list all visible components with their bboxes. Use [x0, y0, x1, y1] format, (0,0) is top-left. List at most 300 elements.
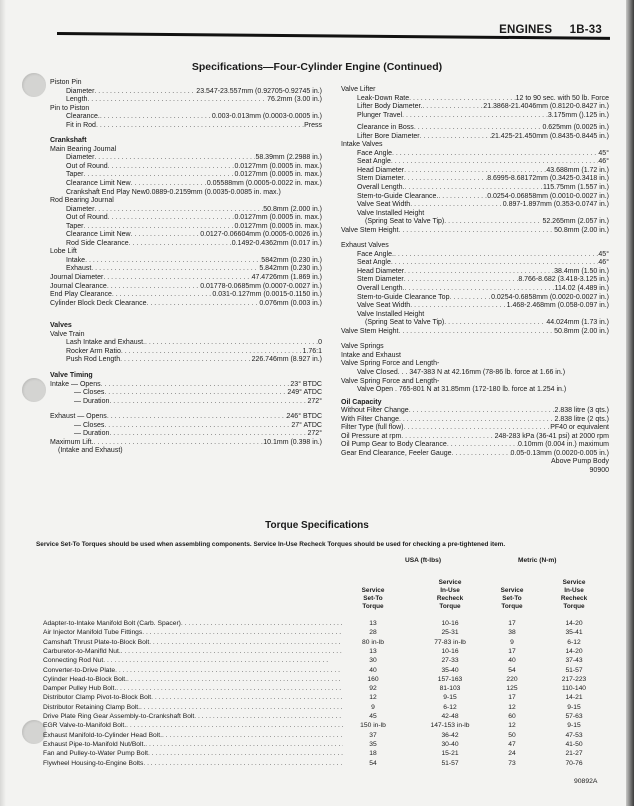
usa-recheck-value: 81-103: [439, 685, 461, 693]
spec-label: Overall Length.: [357, 184, 405, 192]
spec-row: [341, 133, 609, 142]
usa-set-to-value: 80 in-lb: [362, 638, 384, 646]
spec-label: Seat Angle: [357, 259, 391, 267]
spec-row: [50, 146, 322, 155]
spec-label: Valve Seat Width: [357, 302, 411, 310]
spec-label: Pin to Piston: [50, 104, 90, 112]
usa-recheck-value: 15-21: [441, 750, 459, 758]
spec-row: [50, 331, 322, 340]
usa-recheck-value: 36-42: [441, 731, 459, 739]
spec-value: 0.05588mm (0.0005-0.0022 in. max.): [206, 180, 322, 188]
metric-recheck-value: 14-21: [565, 694, 583, 702]
spec-value: 0.0127mm (0.0005 in. max.): [234, 171, 322, 179]
spec-label: End Play Clearance: [50, 291, 112, 299]
metric-set-to-value: 12: [508, 722, 516, 730]
spec-value: 43.688mm (1.72 in.): [546, 166, 609, 174]
spec-row: [50, 372, 322, 381]
metric-set-to-value: 54: [508, 666, 516, 674]
metric-set-to-value: 220: [506, 675, 518, 683]
spacer: [50, 130, 322, 137]
spec-row: [341, 218, 609, 227]
torque-item: [43, 704, 343, 711]
spec-label: Journal Diameter: [50, 274, 104, 282]
torque-row: [43, 704, 603, 713]
leader-dots: [444, 319, 546, 328]
torque-item: [43, 722, 343, 729]
spec-row: [341, 210, 609, 219]
header-line: Set-To: [363, 595, 383, 602]
torque-item-name: Exhaust Pipe-to-Manifold Nut/Bolt.: [43, 740, 146, 748]
spec-row: [341, 311, 609, 320]
spec-row: [50, 113, 322, 122]
leader-dots: [87, 96, 267, 105]
leader-dots: [131, 180, 207, 189]
spec-label: Lash Intake and Exhaust.: [66, 339, 145, 347]
leader-dots: [127, 676, 343, 683]
spec-label: — Closes: [74, 389, 105, 397]
spec-value: 8.766-8.682 (3.418-3.125 in.): [518, 276, 609, 284]
spec-label: Head Diameter: [357, 166, 405, 174]
spec-row: [341, 193, 609, 202]
spec-label: Rocker Arm Ratio: [66, 347, 121, 355]
spec-value: 0.1492-0.4362mm (0.017 in.): [231, 239, 322, 247]
spec-row: [341, 242, 609, 251]
torque-item: [43, 620, 343, 627]
spacer: [341, 336, 609, 343]
spec-label: Length: [66, 96, 88, 104]
spec-label: Oil Pressure at rpm: [341, 432, 402, 440]
spec-row: [341, 184, 609, 193]
leader-dots: [142, 629, 343, 636]
metric-recheck-value: 14-20: [565, 647, 583, 655]
spec-label: Valve Lifter: [341, 86, 376, 93]
leader-dots: [420, 133, 491, 142]
metric-recheck-value: 57-63: [565, 713, 583, 720]
leader-dots: [404, 175, 488, 184]
leader-dots: [120, 356, 251, 365]
spec-label: Crankshaft: [50, 137, 87, 145]
metric-recheck-value: 35-41: [565, 629, 583, 637]
leader-dots: [101, 381, 291, 390]
spec-row: [50, 274, 322, 283]
metric-set-to-value: 73: [508, 759, 516, 767]
spec-label: Seat Angle: [357, 158, 391, 166]
usa-recheck-value: 10-16: [441, 647, 459, 655]
spec-row: [50, 137, 322, 146]
page-edge-left: [0, 0, 6, 806]
torque-item: [43, 750, 343, 757]
torque-item: [43, 667, 343, 674]
spec-row: [341, 285, 609, 294]
header-line: Torque: [501, 603, 523, 610]
metric-set-to-value: 17: [508, 620, 516, 627]
spec-row: [50, 240, 322, 249]
torque-row: [43, 639, 603, 648]
torque-row: [43, 667, 603, 676]
usa-set-to-value: 150 in-lb: [360, 722, 386, 730]
spec-label: Rod Bearing Journal: [50, 197, 114, 205]
spec-label: Diameter: [66, 154, 95, 162]
spec-row: [50, 322, 322, 331]
spec-value: 8.6995-8.68172mm (0.3425-0.3418 in.): [487, 175, 609, 183]
spec-value: 45°: [598, 250, 609, 258]
spec-value: 1.468-2.468mm (0.058-0.097 in.): [506, 302, 609, 310]
leader-dots: [447, 441, 518, 450]
leader-dots: [398, 227, 554, 236]
leader-dots: [112, 291, 213, 300]
leader-dots: [402, 112, 548, 121]
spec-value: 0.076mm (0.003 in.): [259, 299, 322, 307]
spec-value: 50.8mm (2.00 in.): [554, 226, 609, 234]
leader-dots: [94, 206, 263, 215]
leader-dots: [94, 88, 196, 97]
usa-recheck-value: 35-40: [441, 666, 459, 674]
spec-label: Fit in Rod: [66, 121, 96, 129]
spec-row: [341, 343, 609, 352]
spec-label: Rod Side Clearance: [66, 239, 129, 247]
spec-row: [50, 257, 322, 266]
spec-value: 5.842mm (0.230 in.): [259, 265, 322, 273]
usa-recheck-value: 42-48: [441, 713, 459, 720]
usa-set-to-header: [343, 587, 403, 611]
torque-item: [43, 676, 343, 683]
spec-value: 38.4mm (1.50 in.): [554, 267, 609, 275]
spec-row: [341, 407, 609, 416]
spec-row: [341, 386, 609, 395]
usa-recheck-value: 147-153 in-lb: [430, 722, 470, 730]
leader-dots: [404, 167, 546, 176]
spec-row: [50, 197, 322, 206]
spec-label: Valve Train: [50, 330, 85, 338]
usa-recheck-value: 51-57: [441, 759, 459, 767]
spec-row: [341, 294, 609, 303]
spec-value: 0.0127-0.06604mm (0.0005-0.0026 in.): [200, 231, 322, 239]
torque-item: [43, 629, 343, 636]
usa-set-to-value: 13: [369, 620, 377, 627]
spec-value: 226.746mm (8.927 in.): [251, 356, 322, 364]
leader-dots: [115, 667, 343, 674]
leader-dots: [143, 760, 343, 767]
torque-note: Service Set-To Torques should be used when assembling components. Service In-Use Recheck Torques should be used for checking a pre-tightened item.: [36, 541, 506, 548]
spec-row: [341, 369, 609, 378]
spec-row: [50, 122, 322, 131]
spec-row: [341, 399, 609, 408]
metric-units-header: Metric (N-m): [518, 557, 557, 564]
torque-item-name: Flywheel Housing-to-Engine Bolts: [43, 759, 144, 767]
spec-row: [50, 439, 322, 448]
leader-dots: [91, 265, 259, 274]
metric-set-to-value: 60: [508, 713, 516, 720]
spec-row: [341, 302, 609, 311]
metric-in-use-header: [544, 579, 604, 611]
leader-dots: [422, 103, 483, 112]
metric-recheck-value: 110-140: [561, 685, 587, 693]
torque-item: [43, 657, 343, 664]
usa-set-to-value: 12: [369, 694, 377, 702]
spec-row: [341, 227, 609, 236]
spec-row: [341, 424, 609, 433]
leader-dots: [104, 422, 291, 431]
torque-row: [43, 657, 603, 666]
torque-item-name: Carburetor-to-Manifld Nut.: [43, 647, 121, 655]
spec-row: [341, 378, 609, 387]
spec-label: Valve Installed Height: [357, 310, 425, 318]
header-line: Service: [562, 579, 586, 586]
spec-label: Filter Type (full flow): [341, 424, 404, 432]
metric-set-to-value: 24: [508, 750, 516, 758]
usa-set-to-value: 35: [369, 740, 377, 748]
spec-row: [341, 86, 609, 95]
leader-dots: [84, 223, 235, 232]
spec-label: Without Filter Change: [341, 407, 409, 415]
torque-item: [43, 694, 343, 701]
metric-recheck-value: 6-12: [567, 638, 581, 646]
leader-dots: [140, 704, 343, 711]
spec-value: 46°: [598, 259, 609, 267]
leader-dots: [145, 339, 318, 348]
spec-row: [50, 356, 322, 365]
spec-label: Valve Open . 765-801 N at 31.85mm (172-180 lb. force at 1.254 in.): [357, 386, 567, 394]
spacer: [341, 235, 609, 242]
leader-dots: [452, 450, 511, 459]
figure-code: 90892A: [574, 778, 598, 785]
spec-label: Cylinder Block Deck Clearance: [50, 299, 147, 307]
spec-row: [50, 339, 322, 348]
torque-item-name: Damper Pulley Hub Bolt.: [43, 685, 117, 693]
spec-row: [50, 413, 322, 422]
torque-row: [43, 685, 603, 694]
spec-value: Above Pump Body: [551, 458, 609, 466]
spec-label: Clearance in Boss: [357, 124, 414, 132]
page-edge-right: [626, 0, 634, 806]
spec-value: 272°: [307, 430, 322, 438]
torque-item: [43, 713, 343, 720]
usa-units-header: USA (ft-lbs): [405, 557, 442, 564]
usa-set-to-value: 13: [369, 647, 377, 655]
leader-dots: [194, 713, 343, 720]
leader-dots: [109, 398, 307, 407]
usa-set-to-value: 28: [369, 629, 377, 637]
leader-dots: [444, 218, 542, 227]
torque-item-name: Drive Plate Ring Gear Assembly-to-Crankshaft Bolt: [43, 713, 195, 720]
leader-dots: [391, 259, 599, 268]
metric-set-to-value: 47: [508, 740, 516, 748]
spec-row: [341, 360, 609, 369]
spec-label: Diameter: [66, 205, 95, 213]
leader-dots: [409, 95, 515, 104]
leader-dots: [94, 154, 255, 163]
spec-label: Piston Pin: [50, 79, 82, 86]
spacer: [50, 308, 322, 315]
usa-set-to-value: 160: [367, 675, 379, 683]
spec-value: 76.2mm (3.00 in.): [267, 96, 322, 104]
spec-row: [341, 328, 609, 337]
torque-item-name: Distributor Clamp Pivot-to-Block Bolt: [43, 694, 152, 702]
leader-dots: [104, 389, 287, 398]
spec-row: [341, 124, 609, 133]
usa-set-to-value: 9: [371, 703, 375, 711]
spec-row: [341, 103, 609, 112]
usa-set-to-value: 30: [369, 657, 377, 665]
spec-row: [50, 171, 322, 180]
leader-dots: [401, 433, 494, 442]
usa-recheck-value: 25-31: [441, 629, 459, 637]
spec-label: Taper: [66, 222, 84, 230]
header-line: Service: [361, 587, 385, 594]
leader-dots: [148, 750, 343, 757]
metric-recheck-value: 9-15: [567, 722, 581, 730]
spec-value: 45°: [598, 149, 609, 157]
header-line: Torque: [563, 603, 585, 610]
spec-value: 50.8mm (2.000 in.): [263, 205, 322, 213]
leader-dots: [116, 685, 343, 692]
torque-row: [43, 732, 603, 741]
spec-value: 44.024mm (1.73 in.): [546, 319, 609, 327]
spec-row: [50, 88, 322, 97]
spec-row: [341, 150, 609, 159]
spec-label: Valve Springs: [341, 343, 384, 351]
spec-label: Oil Capacity: [341, 398, 382, 406]
spec-row: [341, 416, 609, 425]
spec-value: 47.4726mm (1.869 in.): [251, 274, 322, 282]
metric-recheck-value: 51-57: [565, 666, 583, 674]
page-number: 1B-33: [569, 24, 602, 36]
metric-set-to-value: 17: [508, 694, 516, 702]
usa-set-to-value: 92: [369, 685, 377, 693]
leader-dots: [103, 274, 251, 283]
spec-label: Stem Diameter: [357, 276, 404, 284]
left-spec-column: [50, 79, 322, 456]
spec-row: [50, 389, 322, 398]
spec-label: Valve Seat Width: [357, 201, 411, 209]
spec-label: Lifter Body Diameter.: [357, 103, 423, 111]
spec-value: 0.10mm (0.004 in.) maximum: [517, 441, 609, 449]
spec-value: 0.01778-0.0685mm (0.0007-0.0027 in.): [200, 282, 322, 290]
spec-value: 21.3868-21.4046mm (0.8120-0.8427 in.): [483, 103, 609, 111]
spec-label: Out of Round: [66, 162, 108, 170]
usa-recheck-value: 77-83 in-lb: [434, 638, 466, 646]
torque-row: [43, 620, 603, 629]
spec-label: (Spring Seat to Valve Tip): [365, 319, 445, 327]
torque-row: [43, 629, 603, 638]
spec-value: 272°: [307, 397, 322, 405]
header-line: In-Use: [564, 587, 584, 594]
spec-label: Gear End Clearance, Feeler Gauge: [341, 449, 452, 457]
spec-label: Crankshaft End Play New: [66, 188, 146, 196]
spec-value: 46°: [598, 158, 609, 166]
leader-dots: [131, 231, 201, 240]
usa-recheck-value: 157-163: [437, 675, 463, 683]
metric-recheck-value: 37-43: [565, 657, 583, 665]
spec-row: [341, 467, 609, 476]
spec-row: [50, 381, 322, 390]
usa-set-to-value: 18: [369, 750, 377, 758]
leader-dots: [121, 648, 343, 655]
spacer: [50, 406, 322, 413]
spec-value: 12 to 90 sec. with 50 lb. Force: [515, 94, 609, 102]
spec-row: [341, 433, 609, 442]
leader-dots: [107, 283, 200, 292]
torque-row: [43, 713, 603, 722]
torque-item-name: Fan and Pulley-to-Water Pump Bolt: [43, 750, 148, 758]
spec-row: [341, 141, 609, 150]
usa-set-to-value: 37: [369, 731, 377, 739]
spec-value: 248-283 kPa (36-41 psi) at 2000 rpm: [494, 432, 609, 440]
usa-set-to-value: 45: [369, 713, 377, 720]
spec-row: [50, 154, 322, 163]
spec-row: [341, 251, 609, 260]
torque-row: [43, 750, 603, 759]
metric-recheck-value: 47-53: [565, 731, 583, 739]
spec-label: Clearance Limit New: [66, 180, 131, 188]
torque-item: [43, 741, 343, 748]
spec-value: 246° BTDC: [286, 413, 322, 421]
header-line: In-Use: [440, 587, 460, 594]
leader-dots: [391, 158, 599, 167]
spec-row: [50, 214, 322, 223]
right-spec-column: [341, 86, 609, 476]
spec-row: [341, 167, 609, 176]
spec-row: [50, 189, 322, 198]
spec-label: Exhaust: [66, 265, 92, 273]
usa-in-use-header: [420, 579, 480, 611]
metric-recheck-value: 217-223: [561, 675, 587, 683]
leader-dots: [394, 251, 598, 260]
spec-value: Press: [304, 121, 322, 129]
spec-value: 52.265mm (2.057 in.): [542, 218, 609, 226]
spec-value: 0: [318, 339, 322, 347]
leader-dots: [410, 201, 503, 210]
leader-dots: [438, 193, 487, 202]
leader-dots: [108, 163, 235, 172]
header-line: Recheck: [436, 595, 464, 602]
metric-set-to-value: 50: [508, 731, 516, 739]
spec-value: 0.897-1.897mm (0.353-0.0747 in.): [502, 201, 609, 209]
spec-label: Taper: [66, 171, 84, 179]
spec-row: [50, 447, 322, 456]
spec-label: Valve Spring Force and Length-: [341, 377, 440, 385]
spec-value: PF40 or equivalent: [550, 424, 609, 432]
leader-dots: [181, 620, 343, 627]
spec-row: [50, 96, 322, 105]
binder-hole-top: [22, 73, 46, 97]
usa-recheck-value: 30-40: [441, 740, 459, 748]
spec-label: Intake and Exhaust: [341, 351, 401, 359]
leader-dots: [410, 302, 506, 311]
spec-row: [341, 259, 609, 268]
torque-row: [43, 741, 603, 750]
spec-label: Stem-to-Guide Clearance.: [357, 192, 439, 200]
header-line: Recheck: [560, 595, 588, 602]
spec-label: Lifter Bore Diameter: [357, 132, 420, 140]
spec-row: [50, 105, 322, 114]
spec-value: 5842mm (0.230 in.): [261, 256, 322, 264]
spec-label: Leak-Down Rate: [357, 94, 410, 102]
spec-row: [50, 231, 322, 240]
metric-recheck-value: 9-15: [567, 703, 581, 711]
spec-value: 0.0889-0.2159mm (0.0035-0.0085 in. max.): [145, 188, 281, 196]
torque-item: [43, 648, 343, 655]
spec-value: 23° BTDC: [290, 380, 322, 388]
header-line: Torque: [439, 603, 461, 610]
spec-label: Stem Diameter: [357, 175, 404, 183]
leader-dots: [146, 300, 259, 309]
spec-row: [50, 223, 322, 232]
spec-label: Head Diameter: [357, 267, 405, 275]
leader-dots: [94, 439, 264, 448]
spec-label: — Duration: [74, 430, 110, 438]
spec-value: 10.1mm (0.398 in.): [263, 438, 322, 446]
